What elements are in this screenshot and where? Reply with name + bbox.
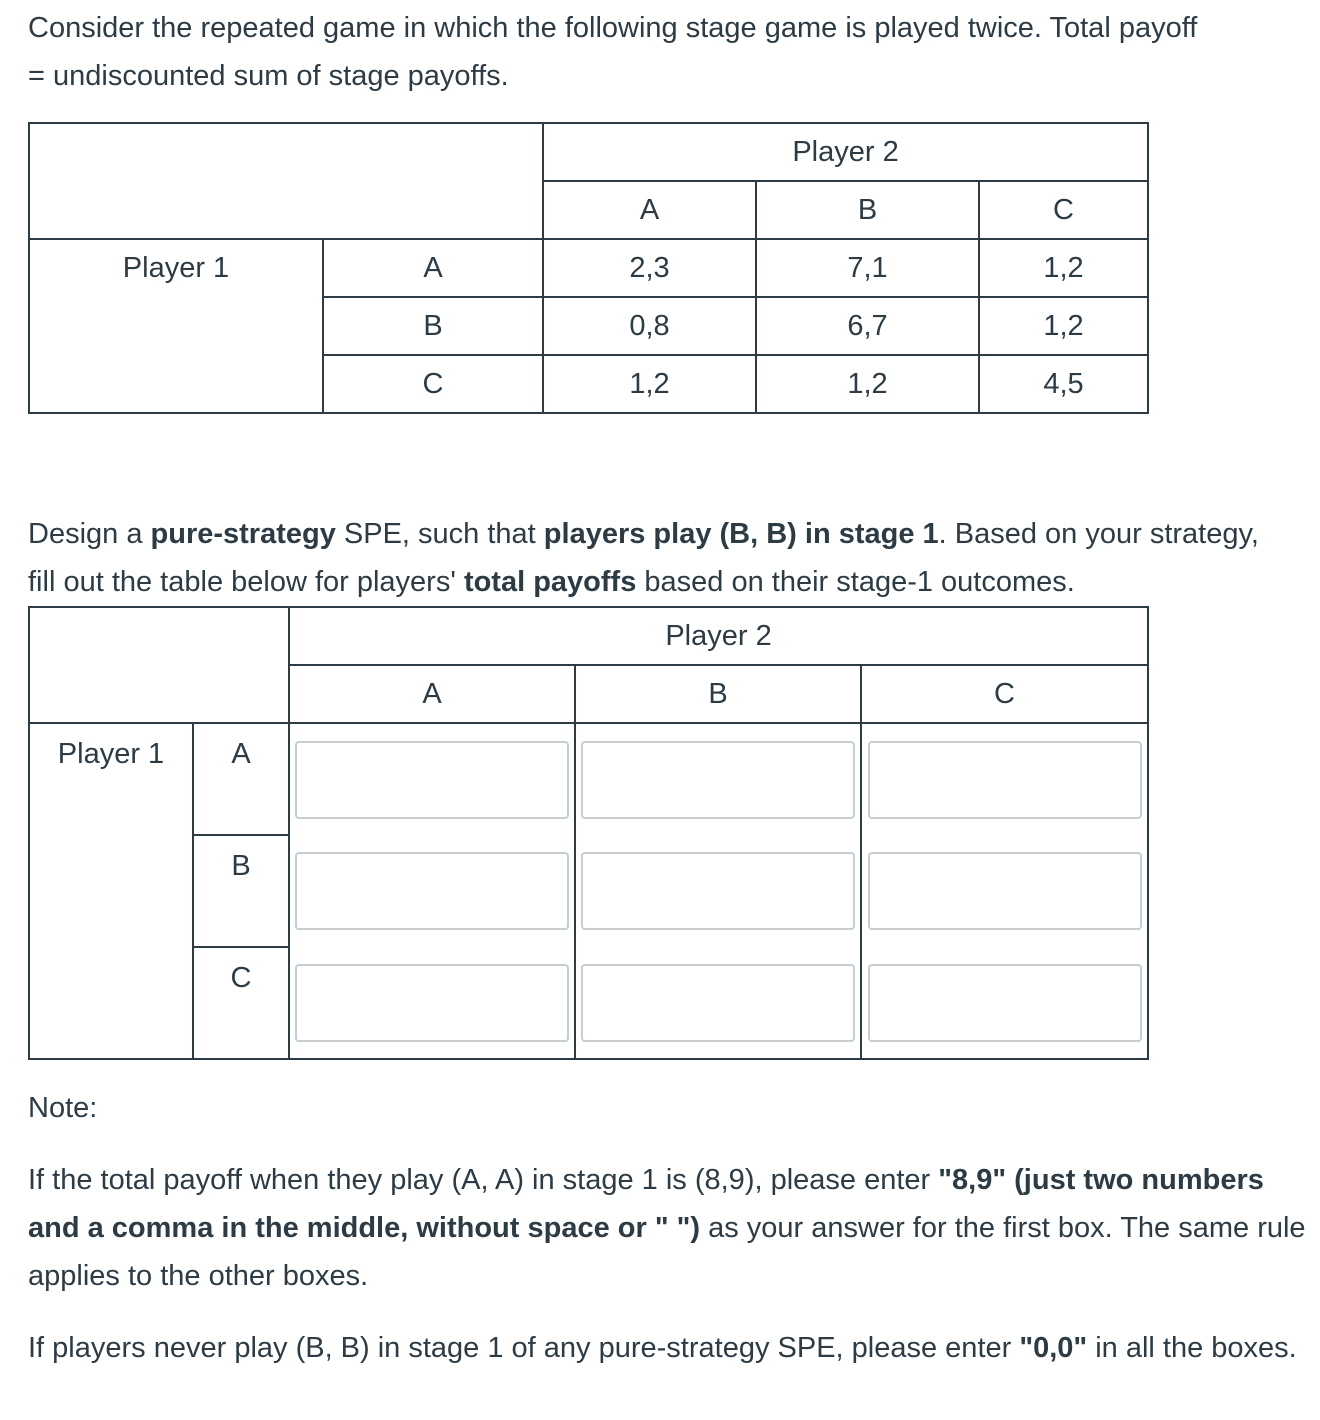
task-bold-total-payoffs: total payoffs [463, 566, 637, 598]
answer-col-label-c: C [861, 665, 1148, 723]
stage-payoff-bb: 6,7 [756, 297, 979, 355]
intro-text [28, 4, 1313, 100]
task-text-3: . Based on your strategy, [938, 518, 1259, 550]
answer-input-cc[interactable] [868, 964, 1142, 1042]
stage-col-label-a: A [543, 181, 756, 239]
answer-player1-header: Player 1 [29, 723, 193, 1059]
task-bold-bb-stage1: players play (B, B) in stage 1 [543, 518, 939, 550]
stage-col-label-c: C [979, 181, 1148, 239]
stage-payoff-bc: 1,2 [979, 297, 1148, 355]
stage-payoff-cc: 4,5 [979, 355, 1148, 413]
task-text-4: fill out the table below for players' [28, 566, 464, 598]
answer-col-label-a: A [289, 665, 575, 723]
stage-payoff-ba: 0,8 [543, 297, 756, 355]
stage-player2-header: Player 2 [543, 123, 1148, 181]
answer-input-ba[interactable] [295, 852, 569, 930]
answer-table-corner [29, 607, 289, 723]
intro-line-2: = undiscounted sum of stage payoffs. [28, 60, 509, 92]
stage-row-label-c: C [323, 355, 543, 413]
stage-payoff-ab: 7,1 [756, 239, 979, 297]
answer-input-bb[interactable] [581, 852, 855, 930]
task-bold-pure-strategy: pure-strategy [150, 518, 336, 550]
note-paragraph-2 [28, 1324, 1313, 1372]
note-paragraph-1 [28, 1156, 1313, 1300]
note-p1-text-a: If the total payoff when they play (A, A) in stage 1 is (8,9), please enter [28, 1164, 939, 1196]
task-text [28, 510, 1313, 606]
task-text-2: SPE, such that [335, 518, 544, 550]
note-p1-bold: "8,9" (just two numbers and a comma in the middle, without space or " ") [28, 1164, 1264, 1244]
answer-input-ca[interactable] [295, 964, 569, 1042]
stage-col-label-b: B [756, 181, 979, 239]
answer-input-ab[interactable] [581, 741, 855, 819]
answer-table [28, 606, 1149, 1060]
answer-input-bc[interactable] [868, 852, 1142, 930]
stage-row-label-b: B [323, 297, 543, 355]
note-p2-bold: "0,0" [1019, 1332, 1088, 1364]
stage-table-corner [29, 123, 543, 239]
answer-input-ac[interactable] [868, 741, 1142, 819]
answer-input-cb[interactable] [581, 964, 855, 1042]
answer-input-aa[interactable] [295, 741, 569, 819]
answer-row-label-c: C [193, 947, 289, 1059]
answer-col-label-b: B [575, 665, 861, 723]
intro-line-1: Consider the repeated game in which the following stage game is played twice. Total payoff [28, 12, 1198, 44]
stage-row-label-a: A [323, 239, 543, 297]
note-label: Note: [28, 1092, 98, 1124]
task-text-1: Design a [28, 518, 151, 550]
answer-player2-header: Player 2 [289, 607, 1148, 665]
stage-payoff-ac: 1,2 [979, 239, 1148, 297]
stage-game-table [28, 122, 1149, 414]
stage-player1-header: Player 1 [29, 239, 323, 413]
stage-payoff-ca: 1,2 [543, 355, 756, 413]
stage-payoff-aa: 2,3 [543, 239, 756, 297]
note-p1-text-c: as your answer for the first box. The same rule applies to the other boxes. [28, 1212, 1306, 1292]
note-p2-text-a: If players never play (B, B) in stage 1 of any pure-strategy SPE, please enter [28, 1332, 1020, 1364]
task-text-5: based on their stage-1 outcomes. [636, 566, 1075, 598]
note-p2-text-c: in all the boxes. [1087, 1332, 1297, 1364]
answer-row-label-a: A [193, 723, 289, 835]
stage-payoff-cb: 1,2 [756, 355, 979, 413]
answer-row-label-b: B [193, 835, 289, 947]
